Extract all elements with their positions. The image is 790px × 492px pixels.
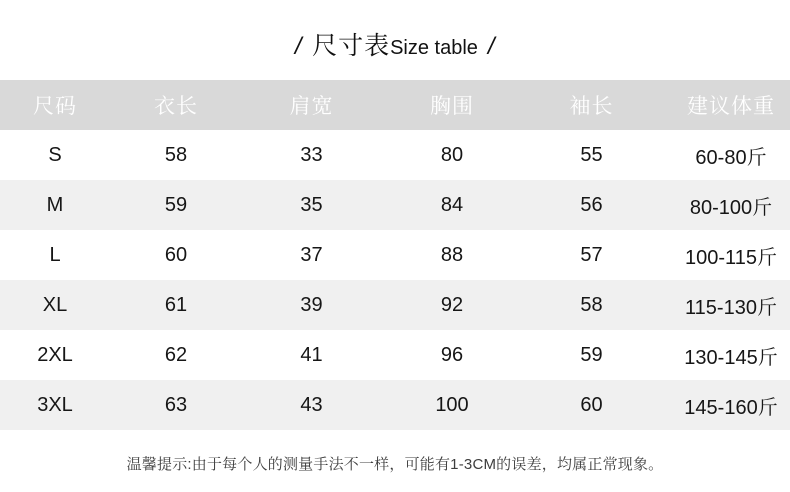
cell-bust: 96: [381, 330, 523, 380]
column-header-sleeve: 袖长: [523, 80, 660, 130]
column-header-size: 尺码: [0, 80, 110, 130]
cell-weight: 145-160斤: [660, 380, 790, 430]
cell-shoulder: 41: [242, 330, 381, 380]
cell-size: S: [0, 130, 110, 180]
column-header-length: 衣长: [110, 80, 242, 130]
cell-length: 58: [110, 130, 242, 180]
table-body: [0, 130, 790, 430]
cell-bust: 80: [381, 130, 523, 180]
cell-shoulder: 43: [242, 380, 381, 430]
column-header-shoulder: 肩宽: [242, 80, 381, 130]
cell-bust: 92: [381, 280, 523, 330]
size-table: [0, 80, 790, 430]
cell-weight: 130-145斤: [660, 330, 790, 380]
cell-shoulder: 35: [242, 180, 381, 230]
table-row: [0, 230, 790, 280]
cell-length: 61: [110, 280, 242, 330]
table-header-row: [0, 80, 790, 130]
cell-size: 3XL: [0, 380, 110, 430]
cell-sleeve: 58: [523, 280, 660, 330]
cell-bust: 88: [381, 230, 523, 280]
cell-sleeve: 57: [523, 230, 660, 280]
title-english: Size table: [390, 37, 478, 59]
cell-length: 63: [110, 380, 242, 430]
cell-length: 60: [110, 230, 242, 280]
cell-bust: 100: [381, 380, 523, 430]
column-header-bust: 胸围: [381, 80, 523, 130]
cell-shoulder: 33: [242, 130, 381, 180]
page-title: [0, 0, 790, 80]
measurement-note: 温馨提示:由于每个人的测量手法不一样，可能有1-3CM的误差，均属正常现象。: [126, 456, 664, 473]
cell-length: 59: [110, 180, 242, 230]
table-row: [0, 280, 790, 330]
cell-size: M: [0, 180, 110, 230]
table-header: [0, 80, 790, 130]
cell-size: 2XL: [0, 330, 110, 380]
cell-sleeve: 55: [523, 130, 660, 180]
cell-shoulder: 37: [242, 230, 381, 280]
cell-size: L: [0, 230, 110, 280]
table-row: [0, 180, 790, 230]
cell-size: XL: [0, 280, 110, 330]
cell-bust: 84: [381, 180, 523, 230]
cell-weight: 100-115斤: [660, 230, 790, 280]
cell-weight: 80-100斤: [660, 180, 790, 230]
cell-length: 62: [110, 330, 242, 380]
cell-weight: 115-130斤: [660, 280, 790, 330]
cell-sleeve: 60: [523, 380, 660, 430]
column-header-weight: 建议体重: [660, 80, 790, 130]
cell-sleeve: 59: [523, 330, 660, 380]
title-right-slash: /: [487, 33, 496, 60]
table-row: [0, 380, 790, 430]
cell-sleeve: 56: [523, 180, 660, 230]
title-left-slash: /: [294, 33, 303, 60]
table-row: [0, 330, 790, 380]
cell-weight: 60-80斤: [660, 130, 790, 180]
title-chinese: 尺寸表: [312, 32, 391, 60]
table-row: [0, 130, 790, 180]
cell-shoulder: 39: [242, 280, 381, 330]
